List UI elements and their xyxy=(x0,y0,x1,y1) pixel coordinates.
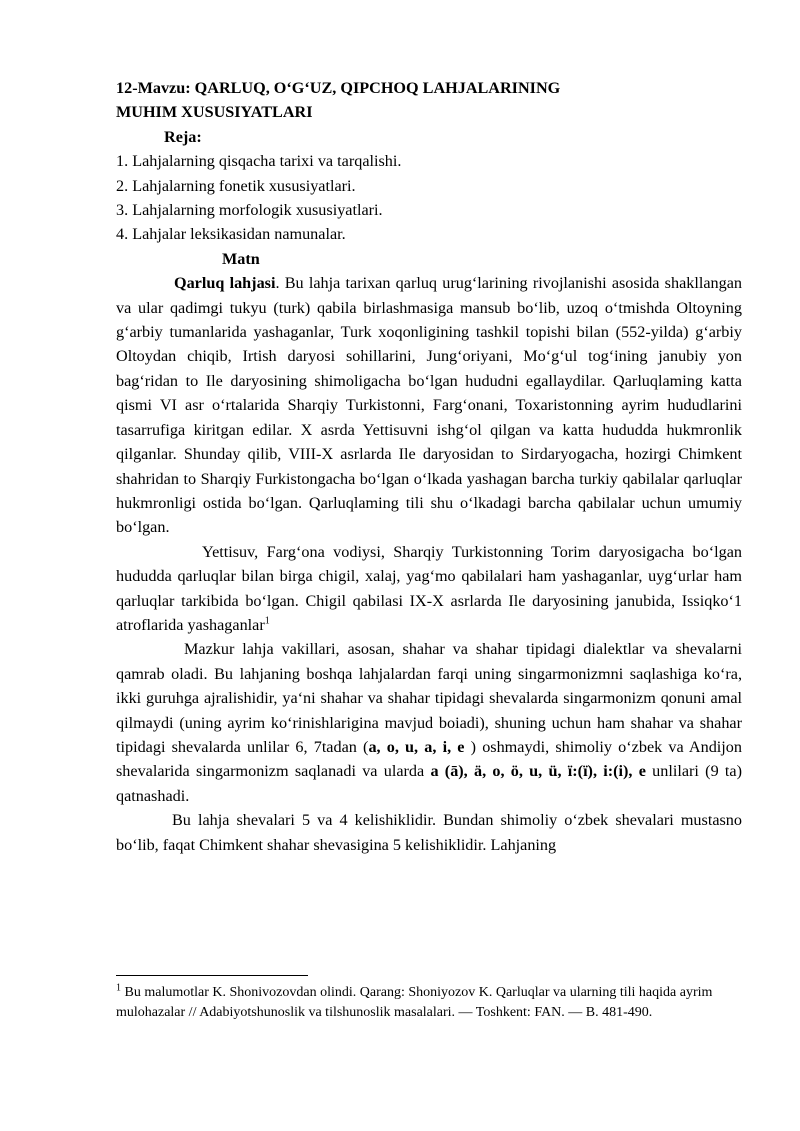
footnote-divider xyxy=(116,975,308,976)
footnote-text: Bu malumotlar K. Shonivozovdan olindi. Qarang: Shoniyozov K. Qarluqlar va ularning tili haqida ayrim mulohazalar // Adabiyotshunoslik va tilshunoslik masalalari. — Toshkent: FAN. — B. 481-490. xyxy=(116,985,713,1020)
vowel-list-city: a, o, u, a, i, e xyxy=(368,737,465,756)
plan-heading: Reja: xyxy=(164,127,202,146)
title-line-2: MUHIM XUSUSIYATLARI xyxy=(116,103,313,122)
footnote xyxy=(116,983,742,1022)
footnote-mark: 1 xyxy=(116,982,121,994)
paragraph-qarluq-history xyxy=(116,271,742,539)
paragraph-tribes xyxy=(116,540,742,638)
plan-item: 4. Lahjalar leksikasidan namunalar. xyxy=(116,225,346,244)
paragraph-text: Yettisuv, Farg‘ona vodiysi, Sharqiy Turkistonning Torim daryosigacha bo‘lgan hududda qarluqlar bilan birga chigil, xalaj, yag‘mo qabilalari ham yashaganlar, uyg‘urlar ham qarluqlar tarkibida bo‘lgan. Chigil qabilasi IX-X asrlarda Ile daryosining janubida, Issiqko‘1 atroflarida yashaganlar xyxy=(116,542,742,634)
document-body xyxy=(116,76,742,857)
paragraph-text: ) oshmaydi, shimoliy o‘zbek va Andijon shevalarida singarmonizm saqlanadi va ularda xyxy=(116,737,742,781)
paragraph-text: Mazkur lahja vakillari, asosan, shahar va shahar tipidagi dialektlar va shevalarni qamrab oladi. Bu lahjaning boshqa lahjalardan farqi uning singarmonizmni saqlashiga ko‘ra, ikki guruhga ajralishidir, ya‘ni shahar va shahar tipidagi shevalarda singarmonizm qonuni amal qilmaydi (uning ayrim ko‘rinishlarigina mavjud boiadi), shuning uchun ham shahar va shahar tipidagi shevalarda unlilar 6, 7tadan ( xyxy=(116,640,742,756)
vowel-list-north: a (ā), ä, o, ö, u, ü, ï:(ï), i:(i), e xyxy=(430,762,646,781)
paragraph-vowel-harmony xyxy=(116,637,742,808)
topic-title xyxy=(116,76,742,125)
text-heading: Matn xyxy=(222,249,260,268)
paragraph-cases xyxy=(116,808,742,857)
plan-item: 3. Lahjalarning morfologik xususiyatlari. xyxy=(116,201,383,220)
paragraph-text: unlilari (9 ta) qatnashadi. xyxy=(116,762,743,805)
paragraph-text: . Bu lahja tarixan qarluq urug‘larining rivojlanishi asosida shakllangan va ular qadimgi tukyu (turk) qabila birlashmasiga mansub bo‘lib, uzoq o‘tmishda Oltoyning g‘arbiy tumanlarida yashaganlar, Turk xoqonligining tashkil topishi bilan (552-yilda) g‘arbiy Oltoydan chiqib, Irtish daryosi sohillarini, Jung‘oriyani, Mo‘g‘ul tog‘ining janubiy yon bag‘ridan to Ile daryosining shimoligacha bo‘lgan hududni egallaydilar. Qarluqlaming katta qismi VI asr o‘rtalarida Sharqiy Turkistonni, Farg‘onani, Toxaristonning ayrim hududlarini tasarrufiga kiritgan edilar. X asrda Yettisuvni ishg‘ol qilgan va katta hududda hukmronlik qilganlar. Shunday qilib, VIII-X asrlarda Ile daryosidan to Sirdaryogacha, hozirgi Chimkent shahridan to Sharqiy Furkistongacha bo‘lgan o‘lkada yashagan barcha turkiy qabilalar qarluqlar hukmronligi ostida bo‘lgan. Qarluqlaming tili shu o‘lkadagi barcha qabilalar uchun umumiy bo‘lgan. xyxy=(116,274,743,537)
footnote-reference[interactable]: 1 xyxy=(264,615,270,627)
paragraph-lead-term: Qarluq lahjasi xyxy=(174,274,276,293)
title-line-1: 12-Mavzu: QARLUQ, O‘G‘UZ, QIPCHOQ LAHJALARINING xyxy=(116,79,561,97)
plan-item: 1. Lahjalarning qisqacha tarixi va tarqalishi. xyxy=(116,152,402,171)
paragraph-text: Bu lahja shevalari 5 va 4 kelishiklidir. Bundan shimoliy o‘zbek shevalari mustasno bo‘lib, faqat Chimkent shahar shevasigina 5 kelishiklidir. Lahjaning xyxy=(116,811,742,854)
plan-list xyxy=(116,149,742,247)
plan-item: 2. Lahjalarning fonetik xususiyatlari. xyxy=(116,176,356,195)
